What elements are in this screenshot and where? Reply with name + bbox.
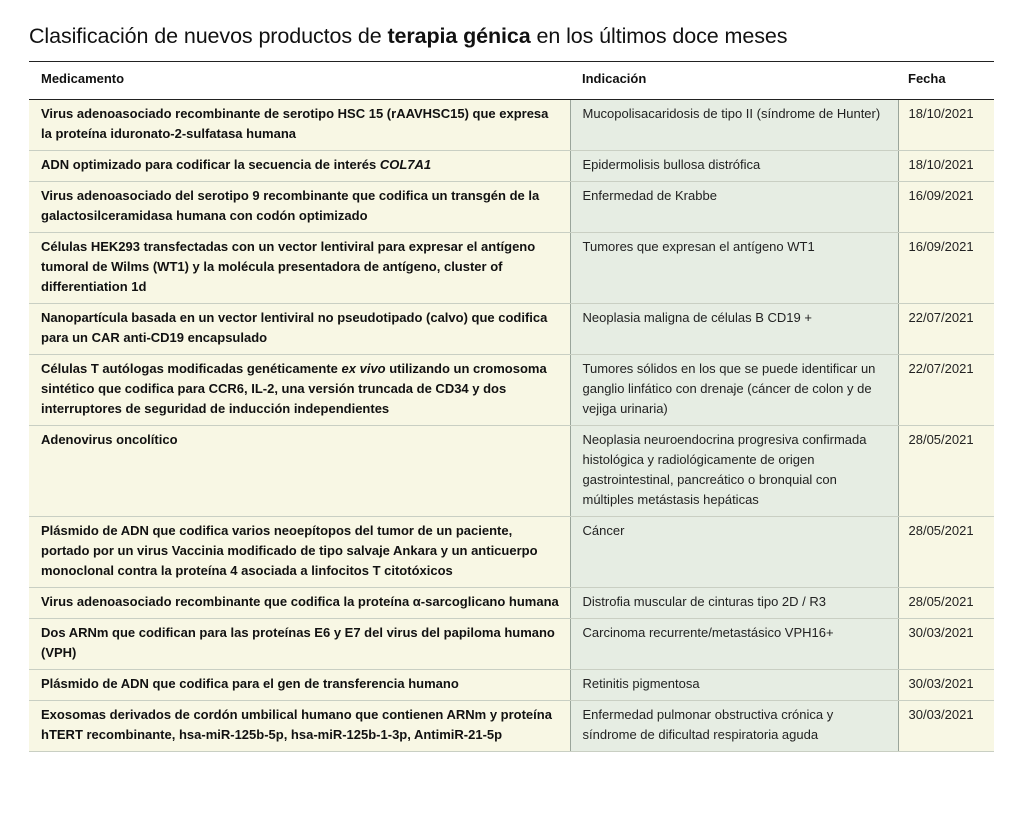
cell-medicamento — [29, 355, 570, 426]
table-row — [29, 588, 994, 619]
drug-text: ADN optimizado para codificar la secuencia de interés — [41, 157, 380, 172]
table-row — [29, 304, 994, 355]
table-row — [29, 517, 994, 588]
cell-indicacion: Cáncer — [570, 517, 898, 588]
header-indicacion: Indicación — [570, 62, 898, 100]
cell-fecha: 28/05/2021 — [898, 426, 994, 517]
table-row — [29, 151, 994, 182]
table-row — [29, 426, 994, 517]
drug-text-italic: COL7A1 — [379, 157, 432, 172]
cell-indicacion: Tumores que expresan el antígeno WT1 — [570, 233, 898, 304]
cell-indicacion: Distrofia muscular de cinturas tipo 2D / R3 — [570, 588, 898, 619]
table-row — [29, 701, 994, 752]
cell-fecha: 22/07/2021 — [898, 304, 994, 355]
cell-fecha: 30/03/2021 — [898, 670, 994, 701]
cell-fecha: 18/10/2021 — [898, 100, 994, 151]
table-body — [29, 100, 994, 752]
drug-text: Células HEK293 transfectadas con un vector lentiviral para expresar el antígeno tumoral de Wilms (WT1) y la molécula presentadora de antígeno, cluster of differentiation 1d — [41, 239, 536, 294]
page-title — [29, 24, 787, 49]
drug-text: Plásmido de ADN que codifica para el gen de transferencia humano — [41, 676, 459, 691]
cell-medicamento — [29, 670, 570, 701]
table-header-row — [29, 62, 994, 100]
cell-indicacion: Carcinoma recurrente/metastásico VPH16+ — [570, 619, 898, 670]
cell-indicacion: Neoplasia maligna de células B CD19 + — [570, 304, 898, 355]
table-row — [29, 619, 994, 670]
cell-fecha: 18/10/2021 — [898, 151, 994, 182]
cell-medicamento — [29, 182, 570, 233]
table-row — [29, 233, 994, 304]
cell-fecha: 30/03/2021 — [898, 701, 994, 752]
cell-indicacion: Enfermedad de Krabbe — [570, 182, 898, 233]
title-prefix: Clasificación de nuevos productos de — [29, 24, 388, 48]
cell-indicacion: Enfermedad pulmonar obstructiva crónica y síndrome de dificultad respiratoria aguda — [570, 701, 898, 752]
drug-text: Exosomas derivados de cordón umbilical humano que contienen ARNm y proteína hTERT recombinante, hsa-miR-125b-5p, hsa-miR-125b-1-3p, AntimiR-21-5p — [41, 707, 552, 742]
cell-indicacion: Neoplasia neuroendocrina progresiva confirmada histológica y radiológicamente de origen gastrointestinal, pancreático o bronquial con múltiples metástasis hepáticas — [570, 426, 898, 517]
table-row — [29, 355, 994, 426]
title-suffix: en los últimos doce meses — [530, 24, 788, 48]
drug-text: Virus adenoasociado recombinante que codifica la proteína α-sarcoglicano humana — [41, 594, 559, 609]
drug-text: Adenovirus oncolítico — [41, 432, 178, 447]
cell-medicamento — [29, 100, 570, 151]
cell-medicamento — [29, 426, 570, 517]
cell-medicamento — [29, 588, 570, 619]
cell-fecha: 28/05/2021 — [898, 588, 994, 619]
drug-text: Plásmido de ADN que codifica varios neoepítopos del tumor de un paciente, portado por un virus Vaccinia modificado de tipo salvaje Ankara y un anticuerpo monoclonal contra la proteína 4 asociada a linfocitos T citotóxicos — [41, 523, 538, 578]
table-row — [29, 182, 994, 233]
header-medicamento: Medicamento — [29, 62, 570, 100]
cell-medicamento — [29, 304, 570, 355]
drug-text-italic: ex vivo — [341, 361, 386, 376]
cell-indicacion: Mucopolisacaridosis de tipo II (síndrome de Hunter) — [570, 100, 898, 151]
title-bold: terapia génica — [387, 24, 531, 48]
products-table-wrapper — [29, 61, 994, 752]
cell-medicamento — [29, 233, 570, 304]
drug-text: Dos ARNm que codifican para las proteínas E6 y E7 del virus del papiloma humano (VPH) — [41, 625, 555, 660]
table-row — [29, 670, 994, 701]
cell-medicamento — [29, 619, 570, 670]
drug-text: Nanopartícula basada en un vector lentiviral no pseudotipado (calvo) que codifica para un CAR anti-CD19 encapsulado — [41, 310, 548, 345]
cell-indicacion: Epidermolisis bullosa distrófica — [570, 151, 898, 182]
cell-fecha: 28/05/2021 — [898, 517, 994, 588]
products-table — [29, 61, 994, 752]
cell-medicamento — [29, 701, 570, 752]
drug-text: Virus adenoasociado recombinante de serotipo HSC 15 (rAAVHSC15) que expresa la proteína iduronato-2-sulfatasa humana — [41, 106, 549, 141]
cell-indicacion: Retinitis pigmentosa — [570, 670, 898, 701]
header-fecha: Fecha — [898, 62, 994, 100]
cell-medicamento — [29, 517, 570, 588]
cell-medicamento — [29, 151, 570, 182]
table-row — [29, 100, 994, 151]
cell-fecha: 30/03/2021 — [898, 619, 994, 670]
cell-fecha: 16/09/2021 — [898, 182, 994, 233]
drug-text-pre: Células T autólogas modificadas genéticamente — [41, 361, 342, 376]
cell-fecha: 16/09/2021 — [898, 233, 994, 304]
drug-text: Virus adenoasociado del serotipo 9 recombinante que codifica un transgén de la galactosilceramidasa humana con codón optimizado — [41, 188, 540, 223]
drug-text: utilizando un cromosoma sintético que codifica para CCR6, IL-2, una versión truncada de CD34 y dos interruptores de seguridad de inducción independientes — [41, 361, 547, 416]
cell-fecha: 22/07/2021 — [898, 355, 994, 426]
cell-indicacion: Tumores sólidos en los que se puede identificar un ganglio linfático con drenaje (cáncer de colon y de vejiga urinaria) — [570, 355, 898, 426]
